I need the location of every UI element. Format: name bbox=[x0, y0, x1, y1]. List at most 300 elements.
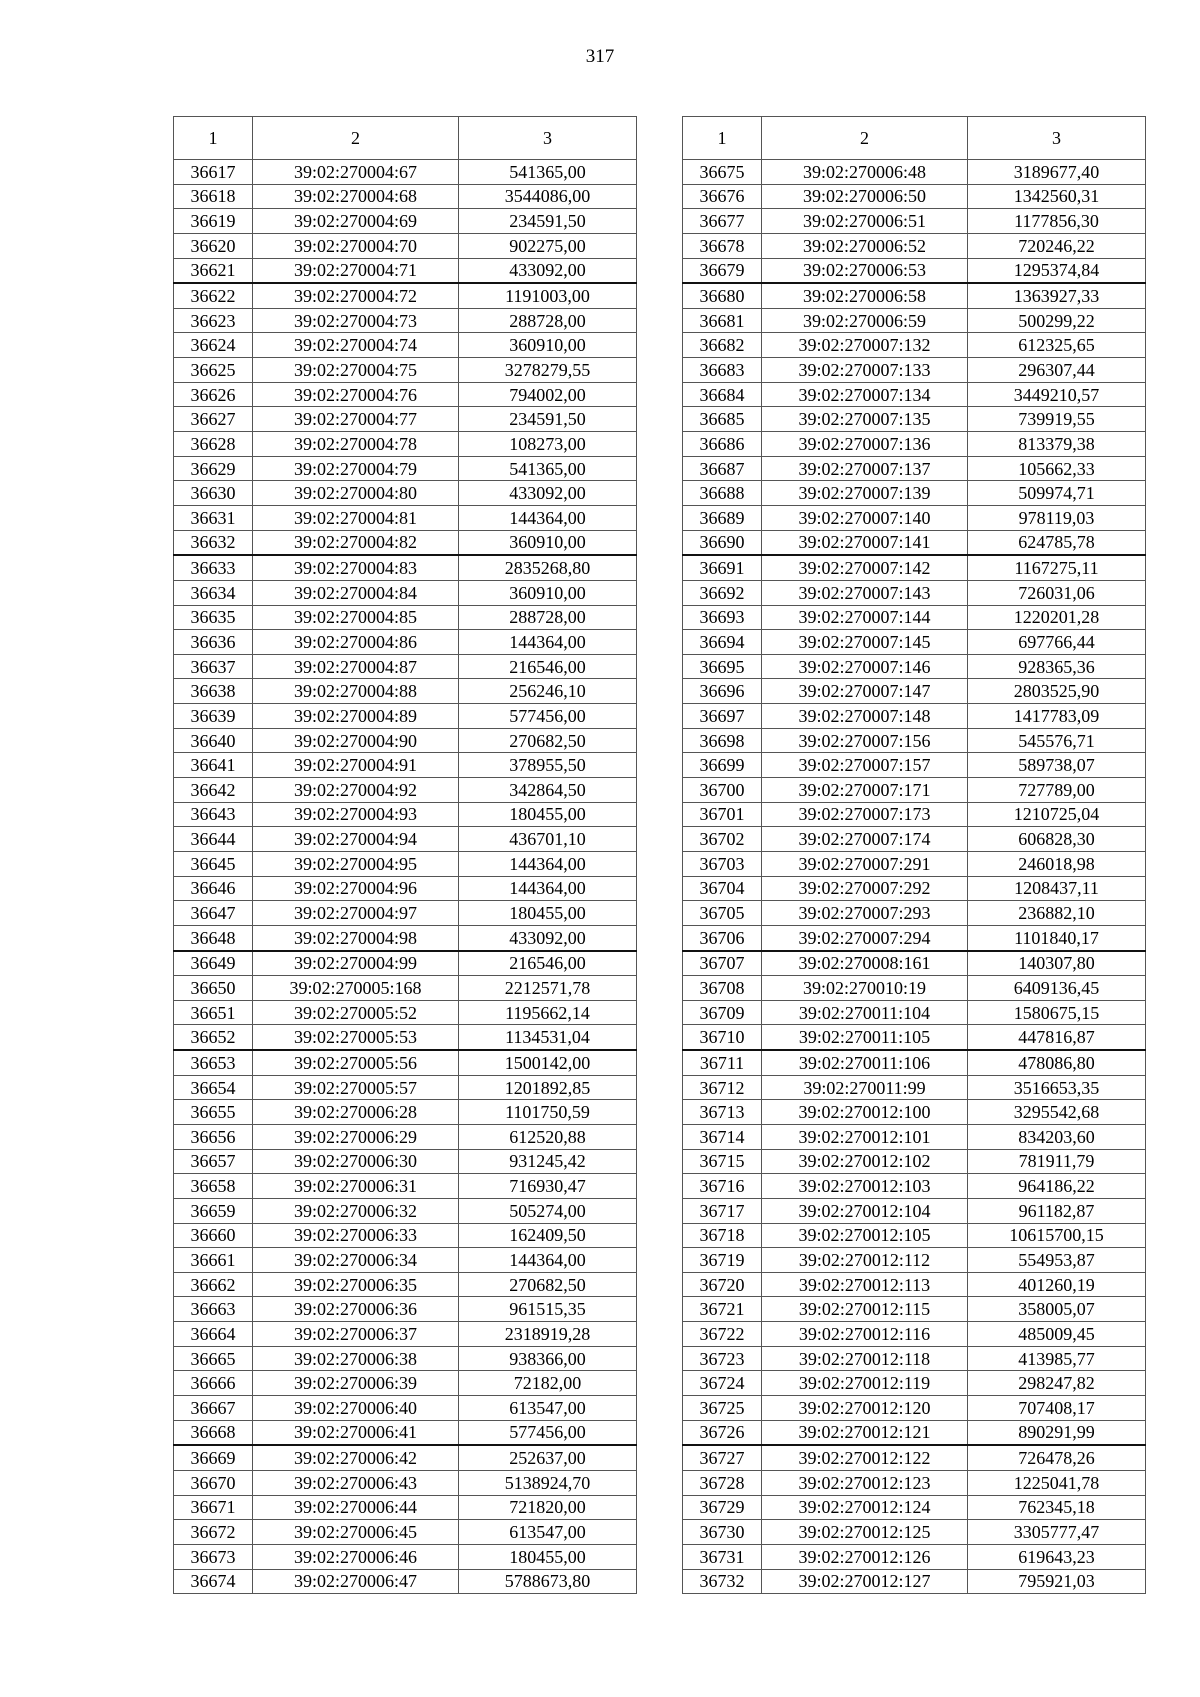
value-cell: 3544086,00 bbox=[459, 184, 637, 209]
table-row bbox=[174, 407, 637, 432]
table-body-left bbox=[174, 160, 637, 1594]
cadastral-number-cell: 39:02:270004:94 bbox=[253, 827, 459, 852]
table-row bbox=[683, 184, 1146, 209]
value-cell: 721820,00 bbox=[459, 1495, 637, 1520]
column-header-number: 1 bbox=[174, 117, 253, 160]
cadastral-number-cell: 39:02:270012:104 bbox=[762, 1198, 968, 1223]
table-row bbox=[174, 925, 637, 950]
value-cell: 577456,00 bbox=[459, 704, 637, 729]
cadastral-number-cell: 39:02:270007:157 bbox=[762, 753, 968, 778]
cadastral-number-cell: 39:02:270007:136 bbox=[762, 432, 968, 457]
value-cell: 606828,30 bbox=[968, 827, 1146, 852]
cadastral-number-cell: 39:02:270011:99 bbox=[762, 1075, 968, 1100]
value-cell: 270682,50 bbox=[459, 728, 637, 753]
table-row bbox=[683, 802, 1146, 827]
cadastral-number-cell: 39:02:270007:147 bbox=[762, 679, 968, 704]
row-number-cell: 36722 bbox=[683, 1322, 762, 1347]
table-row bbox=[174, 1544, 637, 1569]
table-row bbox=[683, 481, 1146, 506]
table-row bbox=[174, 851, 637, 876]
value-cell: 105662,33 bbox=[968, 456, 1146, 481]
row-number-cell: 36699 bbox=[683, 753, 762, 778]
value-cell: 612325,65 bbox=[968, 333, 1146, 358]
value-cell: 162409,50 bbox=[459, 1223, 637, 1248]
value-cell: 781911,79 bbox=[968, 1149, 1146, 1174]
value-cell: 726478,26 bbox=[968, 1445, 1146, 1470]
row-number-cell: 36713 bbox=[683, 1100, 762, 1125]
table-row bbox=[683, 901, 1146, 926]
table-row bbox=[683, 925, 1146, 950]
cadastral-number-cell: 39:02:270006:31 bbox=[253, 1174, 459, 1199]
value-cell: 3449210,57 bbox=[968, 382, 1146, 407]
row-number-cell: 36664 bbox=[174, 1322, 253, 1347]
value-cell: 1201892,85 bbox=[459, 1075, 637, 1100]
row-number-cell: 36668 bbox=[174, 1420, 253, 1445]
row-number-cell: 36666 bbox=[174, 1371, 253, 1396]
table-row bbox=[683, 1322, 1146, 1347]
cadastral-number-cell: 39:02:270007:173 bbox=[762, 802, 968, 827]
row-number-cell: 36724 bbox=[683, 1371, 762, 1396]
cadastral-number-cell: 39:02:270010:19 bbox=[762, 976, 968, 1001]
row-number-cell: 36655 bbox=[174, 1100, 253, 1125]
table-row bbox=[174, 976, 637, 1001]
table-row bbox=[683, 530, 1146, 555]
row-number-cell: 36702 bbox=[683, 827, 762, 852]
cadastral-number-cell: 39:02:270012:120 bbox=[762, 1396, 968, 1421]
row-number-cell: 36644 bbox=[174, 827, 253, 852]
row-number-cell: 36690 bbox=[683, 530, 762, 555]
table-row bbox=[174, 827, 637, 852]
value-cell: 624785,78 bbox=[968, 530, 1146, 555]
cadastral-number-cell: 39:02:270006:51 bbox=[762, 209, 968, 234]
row-number-cell: 36676 bbox=[683, 184, 762, 209]
cadastral-number-cell: 39:02:270012:127 bbox=[762, 1569, 968, 1594]
row-number-cell: 36652 bbox=[174, 1025, 253, 1050]
row-number-cell: 36659 bbox=[174, 1198, 253, 1223]
value-cell: 902275,00 bbox=[459, 233, 637, 258]
cadastral-number-cell: 39:02:270007:171 bbox=[762, 778, 968, 803]
value-cell: 6409136,45 bbox=[968, 976, 1146, 1001]
cadastral-number-cell: 39:02:270004:77 bbox=[253, 407, 459, 432]
row-number-cell: 36635 bbox=[174, 605, 253, 630]
table-row bbox=[174, 555, 637, 580]
value-cell: 1225041,78 bbox=[968, 1470, 1146, 1495]
row-number-cell: 36721 bbox=[683, 1297, 762, 1322]
table-row bbox=[683, 654, 1146, 679]
value-cell: 1220201,28 bbox=[968, 605, 1146, 630]
table-row bbox=[174, 704, 637, 729]
cadastral-number-cell: 39:02:270006:53 bbox=[762, 258, 968, 283]
table-row bbox=[683, 1149, 1146, 1174]
value-cell: 2212571,78 bbox=[459, 976, 637, 1001]
cadastral-number-cell: 39:02:270012:100 bbox=[762, 1100, 968, 1125]
value-cell: 612520,88 bbox=[459, 1124, 637, 1149]
table-row bbox=[683, 1000, 1146, 1025]
cadastral-number-cell: 39:02:270007:156 bbox=[762, 728, 968, 753]
column-header-cadastral-number: 2 bbox=[253, 117, 459, 160]
value-cell: 762345,18 bbox=[968, 1495, 1146, 1520]
value-cell: 3278279,55 bbox=[459, 358, 637, 383]
value-cell: 1101750,59 bbox=[459, 1100, 637, 1125]
table-row bbox=[174, 1470, 637, 1495]
row-number-cell: 36678 bbox=[683, 233, 762, 258]
row-number-cell: 36723 bbox=[683, 1346, 762, 1371]
table-row bbox=[683, 1520, 1146, 1545]
row-number-cell: 36697 bbox=[683, 704, 762, 729]
table-row bbox=[174, 802, 637, 827]
row-number-cell: 36631 bbox=[174, 505, 253, 530]
row-number-cell: 36677 bbox=[683, 209, 762, 234]
table-row bbox=[683, 1075, 1146, 1100]
table-row bbox=[683, 1248, 1146, 1273]
value-cell: 358005,07 bbox=[968, 1297, 1146, 1322]
row-number-cell: 36706 bbox=[683, 925, 762, 950]
row-number-cell: 36704 bbox=[683, 876, 762, 901]
cadastral-number-cell: 39:02:270004:82 bbox=[253, 530, 459, 555]
row-number-cell: 36703 bbox=[683, 851, 762, 876]
cadastral-number-cell: 39:02:270007:141 bbox=[762, 530, 968, 555]
cadastral-number-cell: 39:02:270012:115 bbox=[762, 1297, 968, 1322]
table-body-right bbox=[683, 160, 1146, 1594]
table-row bbox=[683, 308, 1146, 333]
table-row bbox=[683, 1100, 1146, 1125]
value-cell: 108273,00 bbox=[459, 432, 637, 457]
cadastral-number-cell: 39:02:270007:134 bbox=[762, 382, 968, 407]
table-row bbox=[174, 1297, 637, 1322]
cadastral-number-cell: 39:02:270004:79 bbox=[253, 456, 459, 481]
cadastral-number-cell: 39:02:270004:89 bbox=[253, 704, 459, 729]
cadastral-number-cell: 39:02:270007:142 bbox=[762, 555, 968, 580]
row-number-cell: 36654 bbox=[174, 1075, 253, 1100]
cadastral-number-cell: 39:02:270011:105 bbox=[762, 1025, 968, 1050]
value-cell: 256246,10 bbox=[459, 679, 637, 704]
table-row bbox=[174, 456, 637, 481]
table-row bbox=[174, 333, 637, 358]
cadastral-number-cell: 39:02:270004:69 bbox=[253, 209, 459, 234]
value-cell: 144364,00 bbox=[459, 1248, 637, 1273]
row-number-cell: 36672 bbox=[174, 1520, 253, 1545]
row-number-cell: 36711 bbox=[683, 1050, 762, 1075]
value-cell: 813379,38 bbox=[968, 432, 1146, 457]
table-row bbox=[174, 258, 637, 283]
row-number-cell: 36728 bbox=[683, 1470, 762, 1495]
cadastral-number-cell: 39:02:270012:116 bbox=[762, 1322, 968, 1347]
table-row bbox=[174, 481, 637, 506]
cadastral-number-cell: 39:02:270012:126 bbox=[762, 1544, 968, 1569]
row-number-cell: 36640 bbox=[174, 728, 253, 753]
row-number-cell: 36645 bbox=[174, 851, 253, 876]
value-cell: 1101840,17 bbox=[968, 925, 1146, 950]
table-row bbox=[174, 1174, 637, 1199]
table-row bbox=[174, 432, 637, 457]
value-cell: 978119,03 bbox=[968, 505, 1146, 530]
value-cell: 433092,00 bbox=[459, 925, 637, 950]
row-number-cell: 36714 bbox=[683, 1124, 762, 1149]
table-row bbox=[683, 160, 1146, 185]
row-number-cell: 36618 bbox=[174, 184, 253, 209]
row-number-cell: 36642 bbox=[174, 778, 253, 803]
row-number-cell: 36630 bbox=[174, 481, 253, 506]
cadastral-number-cell: 39:02:270005:52 bbox=[253, 1000, 459, 1025]
row-number-cell: 36653 bbox=[174, 1050, 253, 1075]
cadastral-number-cell: 39:02:270006:44 bbox=[253, 1495, 459, 1520]
cadastral-number-cell: 39:02:270004:98 bbox=[253, 925, 459, 950]
value-cell: 72182,00 bbox=[459, 1371, 637, 1396]
cadastral-number-cell: 39:02:270007:143 bbox=[762, 580, 968, 605]
cadastral-number-cell: 39:02:270007:145 bbox=[762, 630, 968, 655]
table-row bbox=[174, 630, 637, 655]
cadastral-number-cell: 39:02:270004:76 bbox=[253, 382, 459, 407]
table-row bbox=[174, 1050, 637, 1075]
table-row bbox=[174, 728, 637, 753]
table-row bbox=[174, 530, 637, 555]
value-cell: 1295374,84 bbox=[968, 258, 1146, 283]
row-number-cell: 36731 bbox=[683, 1544, 762, 1569]
cadastral-number-cell: 39:02:270012:122 bbox=[762, 1445, 968, 1470]
cadastral-number-cell: 39:02:270004:67 bbox=[253, 160, 459, 185]
cadastral-number-cell: 39:02:270007:132 bbox=[762, 333, 968, 358]
cadastral-number-cell: 39:02:270007:135 bbox=[762, 407, 968, 432]
cadastral-number-cell: 39:02:270004:71 bbox=[253, 258, 459, 283]
value-cell: 433092,00 bbox=[459, 258, 637, 283]
cadastral-number-cell: 39:02:270004:84 bbox=[253, 580, 459, 605]
cadastral-number-cell: 39:02:270007:292 bbox=[762, 876, 968, 901]
value-cell: 1363927,33 bbox=[968, 283, 1146, 308]
value-cell: 697766,44 bbox=[968, 630, 1146, 655]
row-number-cell: 36688 bbox=[683, 481, 762, 506]
value-cell: 1342560,31 bbox=[968, 184, 1146, 209]
value-cell: 234591,50 bbox=[459, 407, 637, 432]
table-row bbox=[174, 1420, 637, 1445]
cadastral-number-cell: 39:02:270005:56 bbox=[253, 1050, 459, 1075]
table-row bbox=[683, 1272, 1146, 1297]
table-row bbox=[683, 283, 1146, 308]
row-number-cell: 36633 bbox=[174, 555, 253, 580]
cadastral-number-cell: 39:02:270006:48 bbox=[762, 160, 968, 185]
row-number-cell: 36625 bbox=[174, 358, 253, 383]
cadastral-number-cell: 39:02:270006:42 bbox=[253, 1445, 459, 1470]
table-row bbox=[683, 333, 1146, 358]
cadastral-number-cell: 39:02:270004:93 bbox=[253, 802, 459, 827]
value-cell: 938366,00 bbox=[459, 1346, 637, 1371]
value-cell: 401260,19 bbox=[968, 1272, 1146, 1297]
cadastral-number-cell: 39:02:270006:29 bbox=[253, 1124, 459, 1149]
value-cell: 613547,00 bbox=[459, 1520, 637, 1545]
value-cell: 1191003,00 bbox=[459, 283, 637, 308]
row-number-cell: 36717 bbox=[683, 1198, 762, 1223]
row-number-cell: 36624 bbox=[174, 333, 253, 358]
table-row bbox=[174, 951, 637, 976]
cadastral-number-cell: 39:02:270006:39 bbox=[253, 1371, 459, 1396]
cadastral-number-cell: 39:02:270007:294 bbox=[762, 925, 968, 950]
value-cell: 707408,17 bbox=[968, 1396, 1146, 1421]
table-row bbox=[174, 233, 637, 258]
row-number-cell: 36679 bbox=[683, 258, 762, 283]
table-row bbox=[683, 1544, 1146, 1569]
row-number-cell: 36673 bbox=[174, 1544, 253, 1569]
value-cell: 2803525,90 bbox=[968, 679, 1146, 704]
row-number-cell: 36617 bbox=[174, 160, 253, 185]
row-number-cell: 36665 bbox=[174, 1346, 253, 1371]
value-cell: 727789,00 bbox=[968, 778, 1146, 803]
value-cell: 144364,00 bbox=[459, 505, 637, 530]
cadastral-number-cell: 39:02:270006:59 bbox=[762, 308, 968, 333]
cadastral-number-cell: 39:02:270006:35 bbox=[253, 1272, 459, 1297]
table-row bbox=[683, 407, 1146, 432]
table-row bbox=[683, 1025, 1146, 1050]
row-number-cell: 36716 bbox=[683, 1174, 762, 1199]
row-number-cell: 36708 bbox=[683, 976, 762, 1001]
cadastral-number-cell: 39:02:270004:81 bbox=[253, 505, 459, 530]
cadastral-number-cell: 39:02:270012:125 bbox=[762, 1520, 968, 1545]
table-row bbox=[683, 580, 1146, 605]
value-cell: 1167275,11 bbox=[968, 555, 1146, 580]
cadastral-number-cell: 39:02:270004:97 bbox=[253, 901, 459, 926]
table-row bbox=[174, 308, 637, 333]
table-row bbox=[174, 1248, 637, 1273]
cadastral-number-cell: 39:02:270007:291 bbox=[762, 851, 968, 876]
value-cell: 890291,99 bbox=[968, 1420, 1146, 1445]
cadastral-number-cell: 39:02:270006:41 bbox=[253, 1420, 459, 1445]
table-row bbox=[683, 432, 1146, 457]
value-cell: 270682,50 bbox=[459, 1272, 637, 1297]
cadastral-number-cell: 39:02:270004:86 bbox=[253, 630, 459, 655]
row-number-cell: 36693 bbox=[683, 605, 762, 630]
cadastral-number-cell: 39:02:270012:103 bbox=[762, 1174, 968, 1199]
value-cell: 236882,10 bbox=[968, 901, 1146, 926]
cadastral-number-cell: 39:02:270004:80 bbox=[253, 481, 459, 506]
value-cell: 3516653,35 bbox=[968, 1075, 1146, 1100]
value-cell: 509974,71 bbox=[968, 481, 1146, 506]
registry-table-right bbox=[682, 116, 1146, 1594]
row-number-cell: 36684 bbox=[683, 382, 762, 407]
row-number-cell: 36669 bbox=[174, 1445, 253, 1470]
row-number-cell: 36692 bbox=[683, 580, 762, 605]
value-cell: 436701,10 bbox=[459, 827, 637, 852]
value-cell: 5788673,80 bbox=[459, 1569, 637, 1594]
table-row bbox=[683, 1569, 1146, 1594]
row-number-cell: 36629 bbox=[174, 456, 253, 481]
value-cell: 180455,00 bbox=[459, 802, 637, 827]
value-cell: 2318919,28 bbox=[459, 1322, 637, 1347]
row-number-cell: 36712 bbox=[683, 1075, 762, 1100]
value-cell: 1134531,04 bbox=[459, 1025, 637, 1050]
table-row bbox=[174, 283, 637, 308]
table-row bbox=[174, 679, 637, 704]
cadastral-number-cell: 39:02:270006:36 bbox=[253, 1297, 459, 1322]
cadastral-number-cell: 39:02:270006:45 bbox=[253, 1520, 459, 1545]
row-number-cell: 36619 bbox=[174, 209, 253, 234]
value-cell: 296307,44 bbox=[968, 358, 1146, 383]
cadastral-number-cell: 39:02:270005:53 bbox=[253, 1025, 459, 1050]
row-number-cell: 36709 bbox=[683, 1000, 762, 1025]
value-cell: 1177856,30 bbox=[968, 209, 1146, 234]
table-row bbox=[683, 827, 1146, 852]
row-number-cell: 36694 bbox=[683, 630, 762, 655]
cadastral-number-cell: 39:02:270012:118 bbox=[762, 1346, 968, 1371]
value-cell: 1580675,15 bbox=[968, 1000, 1146, 1025]
row-number-cell: 36681 bbox=[683, 308, 762, 333]
row-number-cell: 36634 bbox=[174, 580, 253, 605]
value-cell: 3189677,40 bbox=[968, 160, 1146, 185]
column-header-value: 3 bbox=[968, 117, 1146, 160]
table-row bbox=[174, 1346, 637, 1371]
row-number-cell: 36686 bbox=[683, 432, 762, 457]
value-cell: 834203,60 bbox=[968, 1124, 1146, 1149]
row-number-cell: 36661 bbox=[174, 1248, 253, 1273]
row-number-cell: 36646 bbox=[174, 876, 253, 901]
value-cell: 3305777,47 bbox=[968, 1520, 1146, 1545]
cadastral-number-cell: 39:02:270004:78 bbox=[253, 432, 459, 457]
row-number-cell: 36648 bbox=[174, 925, 253, 950]
row-number-cell: 36695 bbox=[683, 654, 762, 679]
cadastral-number-cell: 39:02:270004:99 bbox=[253, 951, 459, 976]
table-row bbox=[683, 679, 1146, 704]
row-number-cell: 36691 bbox=[683, 555, 762, 580]
table-row bbox=[174, 382, 637, 407]
cadastral-number-cell: 39:02:270005:57 bbox=[253, 1075, 459, 1100]
table-row bbox=[174, 505, 637, 530]
table-row bbox=[683, 358, 1146, 383]
cadastral-number-cell: 39:02:270004:74 bbox=[253, 333, 459, 358]
row-number-cell: 36641 bbox=[174, 753, 253, 778]
value-cell: 928365,36 bbox=[968, 654, 1146, 679]
cadastral-number-cell: 39:02:270012:101 bbox=[762, 1124, 968, 1149]
table-row bbox=[683, 1297, 1146, 1322]
row-number-cell: 36705 bbox=[683, 901, 762, 926]
table-row bbox=[683, 704, 1146, 729]
value-cell: 360910,00 bbox=[459, 580, 637, 605]
table-row bbox=[683, 1223, 1146, 1248]
table-row bbox=[683, 505, 1146, 530]
row-number-cell: 36651 bbox=[174, 1000, 253, 1025]
value-cell: 589738,07 bbox=[968, 753, 1146, 778]
cadastral-number-cell: 39:02:270004:70 bbox=[253, 233, 459, 258]
table-header-row bbox=[683, 117, 1146, 160]
row-number-cell: 36667 bbox=[174, 1396, 253, 1421]
row-number-cell: 36626 bbox=[174, 382, 253, 407]
row-number-cell: 36675 bbox=[683, 160, 762, 185]
cadastral-number-cell: 39:02:270007:148 bbox=[762, 704, 968, 729]
row-number-cell: 36620 bbox=[174, 233, 253, 258]
row-number-cell: 36628 bbox=[174, 432, 253, 457]
cadastral-number-cell: 39:02:270012:123 bbox=[762, 1470, 968, 1495]
row-number-cell: 36698 bbox=[683, 728, 762, 753]
value-cell: 931245,42 bbox=[459, 1149, 637, 1174]
table-row bbox=[174, 901, 637, 926]
table-row bbox=[683, 1396, 1146, 1421]
cadastral-number-cell: 39:02:270011:106 bbox=[762, 1050, 968, 1075]
cadastral-number-cell: 39:02:270006:58 bbox=[762, 283, 968, 308]
cadastral-number-cell: 39:02:270004:85 bbox=[253, 605, 459, 630]
row-number-cell: 36639 bbox=[174, 704, 253, 729]
row-number-cell: 36696 bbox=[683, 679, 762, 704]
value-cell: 234591,50 bbox=[459, 209, 637, 234]
row-number-cell: 36622 bbox=[174, 283, 253, 308]
table-row bbox=[683, 951, 1146, 976]
value-cell: 216546,00 bbox=[459, 654, 637, 679]
row-number-cell: 36720 bbox=[683, 1272, 762, 1297]
row-number-cell: 36663 bbox=[174, 1297, 253, 1322]
value-cell: 554953,87 bbox=[968, 1248, 1146, 1273]
value-cell: 505274,00 bbox=[459, 1198, 637, 1223]
cadastral-number-cell: 39:02:270004:87 bbox=[253, 654, 459, 679]
row-number-cell: 36656 bbox=[174, 1124, 253, 1149]
row-number-cell: 36730 bbox=[683, 1520, 762, 1545]
value-cell: 739919,55 bbox=[968, 407, 1146, 432]
row-number-cell: 36687 bbox=[683, 456, 762, 481]
table-row bbox=[174, 160, 637, 185]
